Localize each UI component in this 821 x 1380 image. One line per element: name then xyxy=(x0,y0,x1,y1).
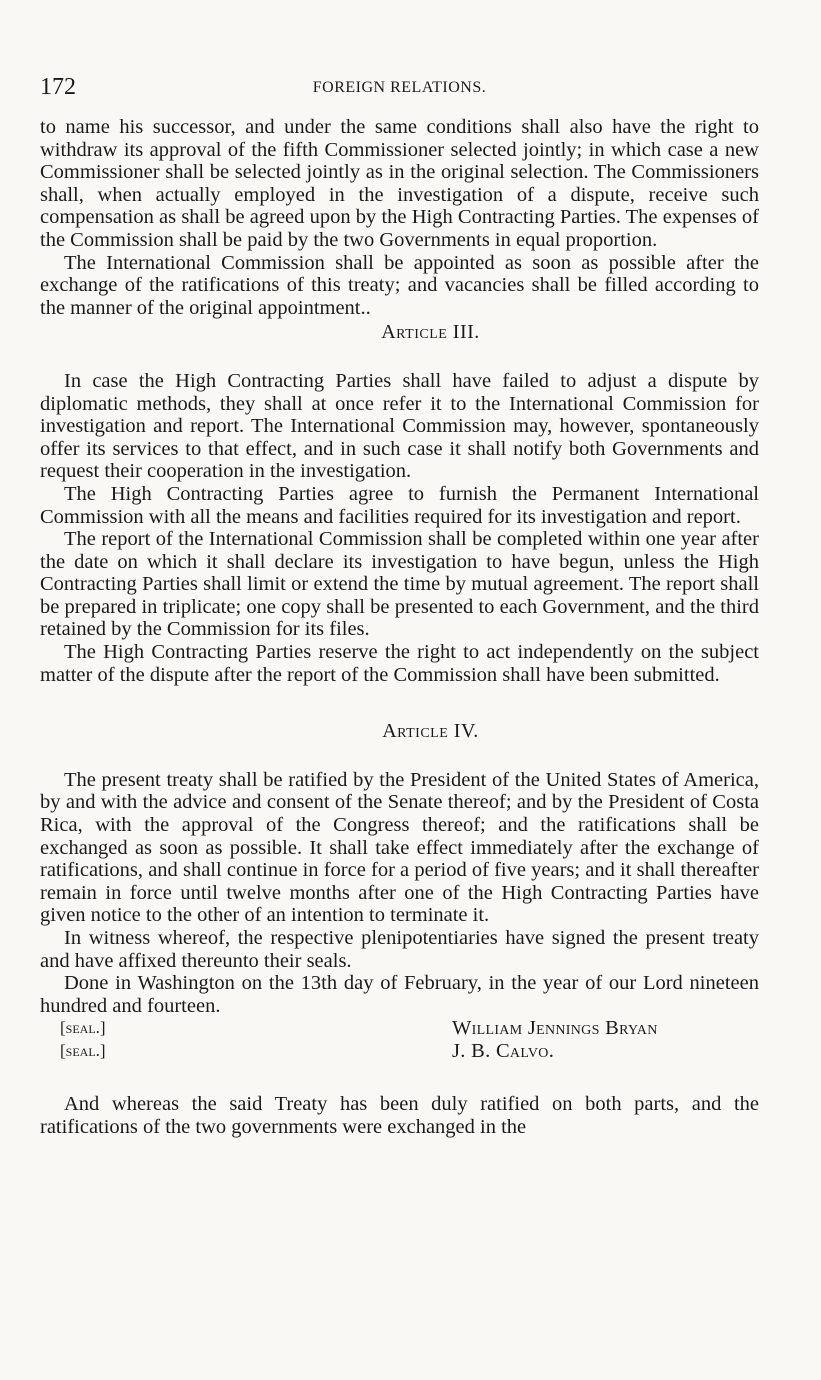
article3-paragraph-1: In case the High Contracting Parties shall have failed to adjust a dispute by diplomatic methods, they shall at once refer it to the International Commission for investigation and report. The International Commission may, however, spontaneously offer its services to that effect, and in such case it shall notify both Governments and request their cooperation in the investigation. xyxy=(40,369,759,483)
signer-name: William Jennings Bryan xyxy=(452,1017,658,1040)
signature-block xyxy=(40,1017,759,1063)
closing-paragraph: And whereas the said Treaty has been duly ratified on both parts, and the ratifications of the two governments were exchanged in the xyxy=(40,1093,759,1138)
article4-witness-paragraph: In witness whereof, the respective plenipotentiaries have signed the present treaty and have affixed thereunto their seals. xyxy=(40,927,759,972)
article3-paragraph-4: The High Contracting Parties reserve the right to act independently on the subject matter of the dispute after the report of the Commission shall have been submitted. xyxy=(40,641,759,686)
article2-appointment-paragraph: The International Commission shall be appointed as soon as possible after the exchange of the ratifications of this treaty; and vacancies shall be filled according to the manner of the original appointment.. xyxy=(40,251,759,319)
document-body xyxy=(40,116,759,1139)
article2-continued-paragraph: to name his successor, and under the same conditions shall also have the right to withdraw its approval of the fifth Commissioner selected jointly; in which case a new Commissioner shall be selected jointly as in the original selection. The Commissioners shall, when actually employed in the investigation of a dispute, receive such compensation as shall be agreed upon by the High Contracting Parties. The expenses of the Commission shall be paid by the two Governments in equal proportion. xyxy=(40,116,759,251)
article3-paragraph-2: The High Contracting Parties agree to furnish the Permanent International Commission with all the means and facilities required for its investigation and report. xyxy=(40,482,759,528)
article3-heading: Article III. xyxy=(381,321,480,344)
page-header xyxy=(40,74,759,102)
article4-done-paragraph: Done in Washington on the 13th day of February, in the year of our Lord nineteen hundred and fourteen. xyxy=(40,972,759,1017)
seal-label: [seal.] xyxy=(60,1041,106,1061)
page-number: 172 xyxy=(40,74,76,100)
seal-label: [seal.] xyxy=(60,1018,106,1038)
signer-name: J. B. Calvo. xyxy=(452,1040,555,1063)
running-title: FOREIGN RELATIONS. xyxy=(312,79,487,96)
signature-row xyxy=(40,1040,759,1063)
signature-row xyxy=(40,1017,759,1040)
article4-heading: Article IV. xyxy=(382,720,479,743)
article3-paragraph-3: The report of the International Commission shall be completed within one year after the date on which it shall declare its investigation to have begun, unless the High Contracting Parties shall limit or extend the time by mutual agreement. The report shall be prepared in triplicate; one copy shall be presented to each Government, and the third retained by the Commission for its files. xyxy=(40,528,759,641)
article4-paragraph-1: The present treaty shall be ratified by the President of the United States of America, by and with the advice and consent of the Senate thereof; and by the President of Costa Rica, with the approval of the Congress thereof; and the ratifications shall be exchanged as soon as possible. It shall take effect immediately after the exchange of ratifications, and shall continue in force for a period of five years; and it shall thereafter remain in force until twelve months after one of the High Contracting Parties have given notice to the other of an intention to terminate it. xyxy=(40,768,759,927)
